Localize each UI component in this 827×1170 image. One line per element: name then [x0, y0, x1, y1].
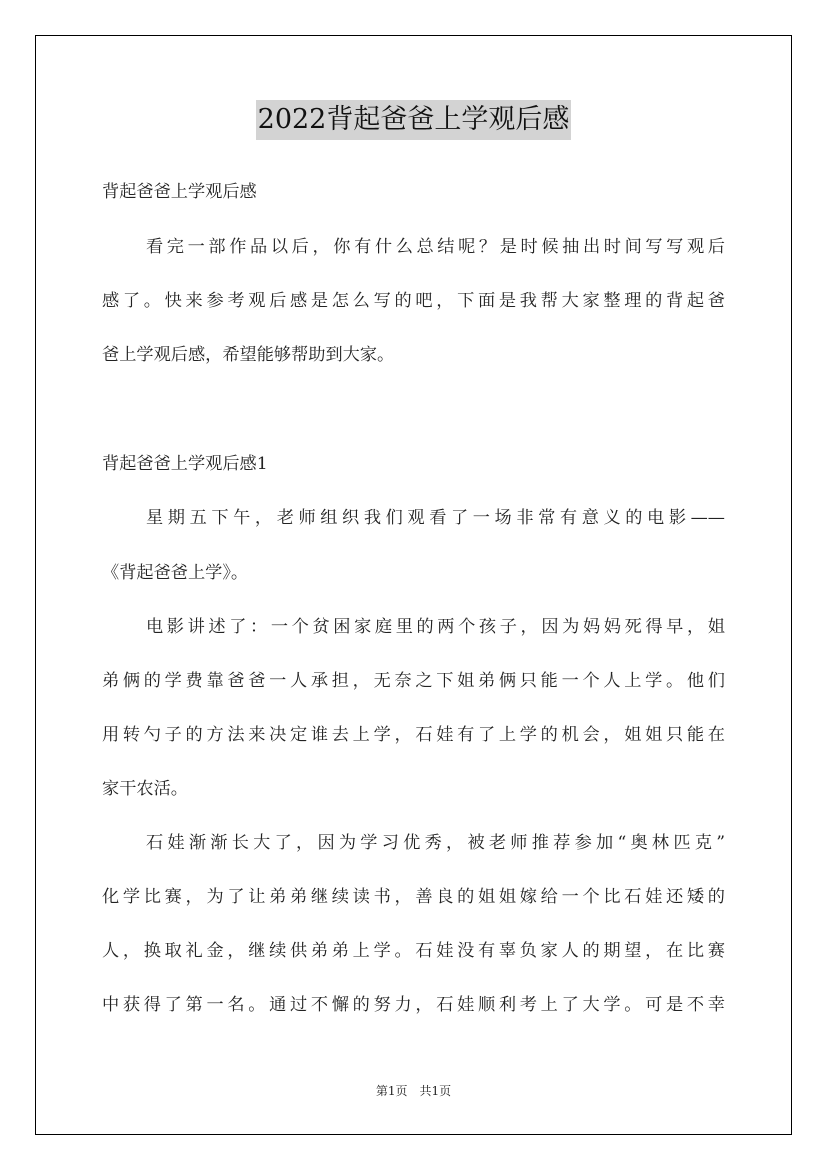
para3-line-2: 化学比赛，为了让弟弟继续读书，善良的姐姐嫁给一个比石娃还矮的 [102, 887, 725, 907]
section-heading: 背起爸爸上学观后感1 [102, 454, 268, 474]
para2-line-2: 弟俩的学费靠爸爸一人承担，无奈之下姐弟俩只能一个人上学。他们 [102, 671, 725, 691]
para3-line-3: 人，换取礼金，继续供弟弟上学。石娃没有辜负家人的期望，在比赛 [102, 941, 725, 961]
document-subtitle: 背起爸爸上学观后感 [102, 182, 257, 202]
page-footer: 第1页 共1页 [375, 1084, 452, 1098]
para3-line-1: 石娃渐渐长大了，因为学习优秀，被老师推荐参加“奥林匹克” [146, 833, 725, 853]
title-container [102, 100, 725, 140]
para2-line-3: 用转勺子的方法来决定谁去上学，石娃有了上学的机会，姐姐只能在 [102, 725, 725, 745]
para2-line-1: 电影讲述了：一个贫困家庭里的两个孩子，因为妈妈死得早，姐 [146, 617, 725, 637]
intro-line-2: 感了。快来参考观后感是怎么写的吧，下面是我帮大家整理的背起爸 [102, 291, 725, 311]
para3-line-4: 中获得了第一名。通过不懈的努力，石娃顺利考上了大学。可是不幸 [102, 995, 725, 1015]
para1-line-2: 《背起爸爸上学》。 [102, 563, 249, 583]
para2-line-4: 家干农活。 [102, 779, 188, 799]
document-title: 2022背起爸爸上学观后感 [256, 100, 572, 140]
para1-line-1: 星期五下午，老师组织我们观看了一场非常有意义的电影—— [146, 508, 725, 528]
intro-line-3: 爸上学观后感，希望能够帮助到大家。 [102, 345, 395, 365]
intro-line-1: 看完一部作品以后，你有什么总结呢？是时候抽出时间写写观后 [146, 237, 725, 257]
